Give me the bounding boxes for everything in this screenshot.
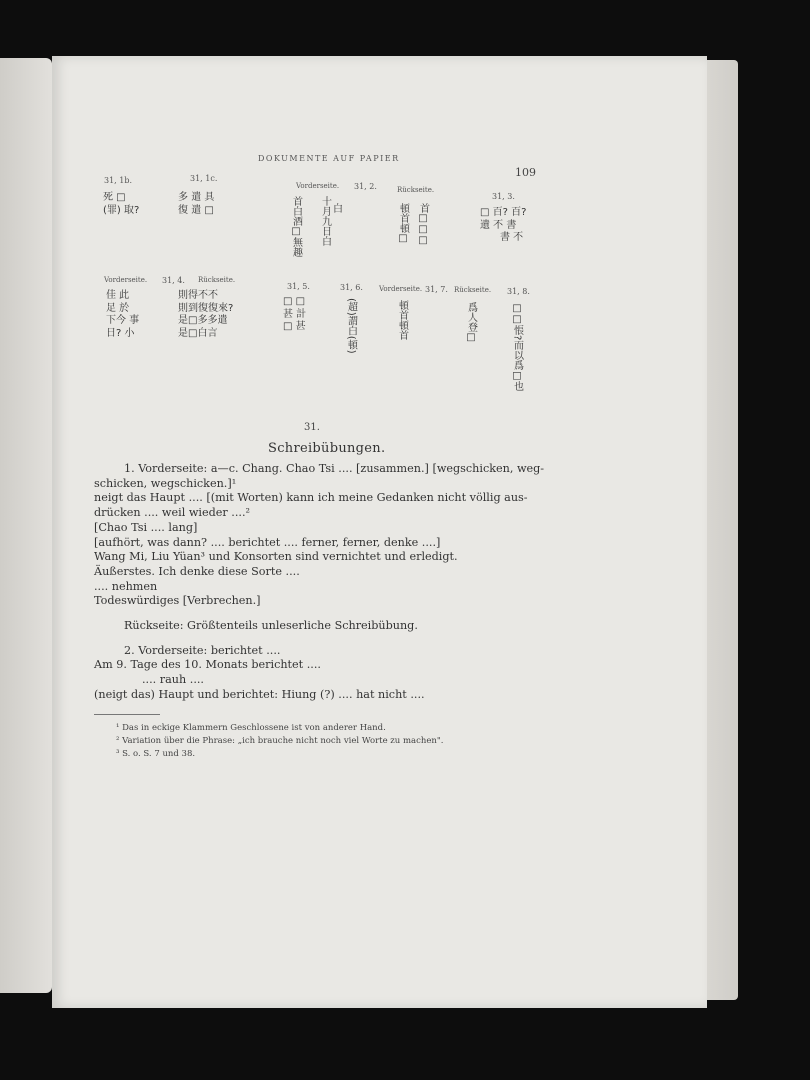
doc-31-3-text: □ 百? 百? 遺 不 書 書 不 [480, 207, 527, 243]
label-31-3: 31, 3. [492, 192, 515, 201]
body-line: [aufhört, was dann? .... berichtet .... ferner, ferner, denke ....] [94, 535, 441, 549]
body-line: Wang Mi, Liu Yüan³ und Konsorten sind vernichtet und erledigt. [94, 550, 458, 564]
label-31-2: 31, 2. [354, 182, 377, 191]
doc-31-6-text: (超)謂白(頓) [345, 298, 357, 354]
doc-31-4-back-text: 則得不不 則到復復來? 是□多多遣 是□白言 [178, 290, 234, 339]
translation-text [94, 462, 545, 703]
doc-31-7-back-text: 爲人登□ [465, 302, 477, 343]
body-line: schicken, wegschicken.]¹ [94, 476, 237, 490]
label-31-1c: 31, 1c. [190, 174, 218, 183]
label-vorderseite-2: Vorderseite. [296, 182, 340, 190]
label-vorderseite-4: Vorderseite. [104, 276, 148, 284]
body-line: Rückseite: Größtenteils unleserliche Schreibübung. [124, 619, 418, 633]
body-line: 1. Vorderseite: a—c. Chang. Chao Tsi .... [zusammen.] [wegschicken, weg- [124, 462, 545, 475]
doc-31-2-front-extra: 白 [333, 204, 343, 215]
doc-31-8-text: □□悵?而以爲□也 [511, 303, 523, 392]
body-line: (neigt das) Haupt und berichtet: Hiung (?) .... hat nicht .... [94, 687, 425, 701]
footnote-2: ² Variation über die Phrase: „ich brauche nicht noch viel Worte zu machen". [116, 736, 444, 746]
label-rueckseite-4: Rückseite. [198, 276, 236, 284]
body-line: .... nehmen [94, 579, 158, 593]
label-31-1b: 31, 1b. [104, 176, 133, 185]
doc-31-5-text: □ □ 甚 計 □ 甚 [283, 296, 307, 332]
doc-31-1b-text: 死 □ (罪) 取? [103, 192, 140, 216]
page-number: 109 [515, 166, 536, 179]
body-line: [Chao Tsi .... lang] [94, 520, 198, 534]
body-line: neigt das Haupt .... [(mit Worten) kann ich meine Gedanken nicht völlig aus- [94, 491, 528, 505]
left-page-edge [0, 58, 52, 993]
body-line: Todeswürdiges [Verbrechen.] [94, 594, 261, 608]
label-31-6: 31, 6. [340, 283, 363, 292]
label-rueckseite-2: Rückseite. [397, 186, 435, 194]
body-line: .... rauh .... [142, 673, 204, 687]
body-line: Äußerstes. Ich denke diese Sorte .... [94, 564, 300, 578]
running-head: DOKUMENTE AUF PAPIER [258, 154, 400, 163]
doc-31-2-front-col2: 十月九日白 [319, 196, 331, 246]
doc-31-2-back-col1: 頓首頓□ [397, 203, 409, 244]
label-vorderseite-7: Vorderseite. [379, 285, 423, 293]
label-31-8: 31, 8. [507, 287, 530, 296]
body-line: 2. Vorderseite: berichtet .... [124, 643, 281, 657]
doc-31-2-back-col2: 首□□□ [417, 203, 429, 246]
label-31-5: 31, 5. [287, 282, 310, 291]
footnote-rule [94, 714, 160, 715]
section-number: 31. [304, 422, 320, 433]
label-31-7: 31, 7. [425, 285, 448, 294]
footnotes [116, 722, 443, 761]
doc-31-7-front-text: 頓首頓首 [396, 300, 408, 340]
body-line: drücken .... weil wieder ....² [94, 506, 251, 520]
footnote-1: ¹ Das in eckige Klammern Geschlossene ist von anderer Hand. [116, 723, 386, 733]
section-title: Schreibübungen. [268, 441, 386, 456]
footnote-3: ³ S. o. S. 7 und 38. [116, 749, 196, 759]
body-line: Am 9. Tage des 10. Monats berichtet .... [94, 658, 321, 672]
doc-31-4-front-text: 佳 此 足 於 下今 事 日? 小 [106, 290, 140, 339]
doc-31-1c-text: 多 遣 具 復 遣 □ [178, 192, 215, 216]
label-rueckseite-7: Rückseite. [454, 286, 492, 294]
doc-31-2-front-col1: 首白酒□無趣 [290, 196, 302, 257]
label-31-4: 31, 4. [162, 276, 185, 285]
